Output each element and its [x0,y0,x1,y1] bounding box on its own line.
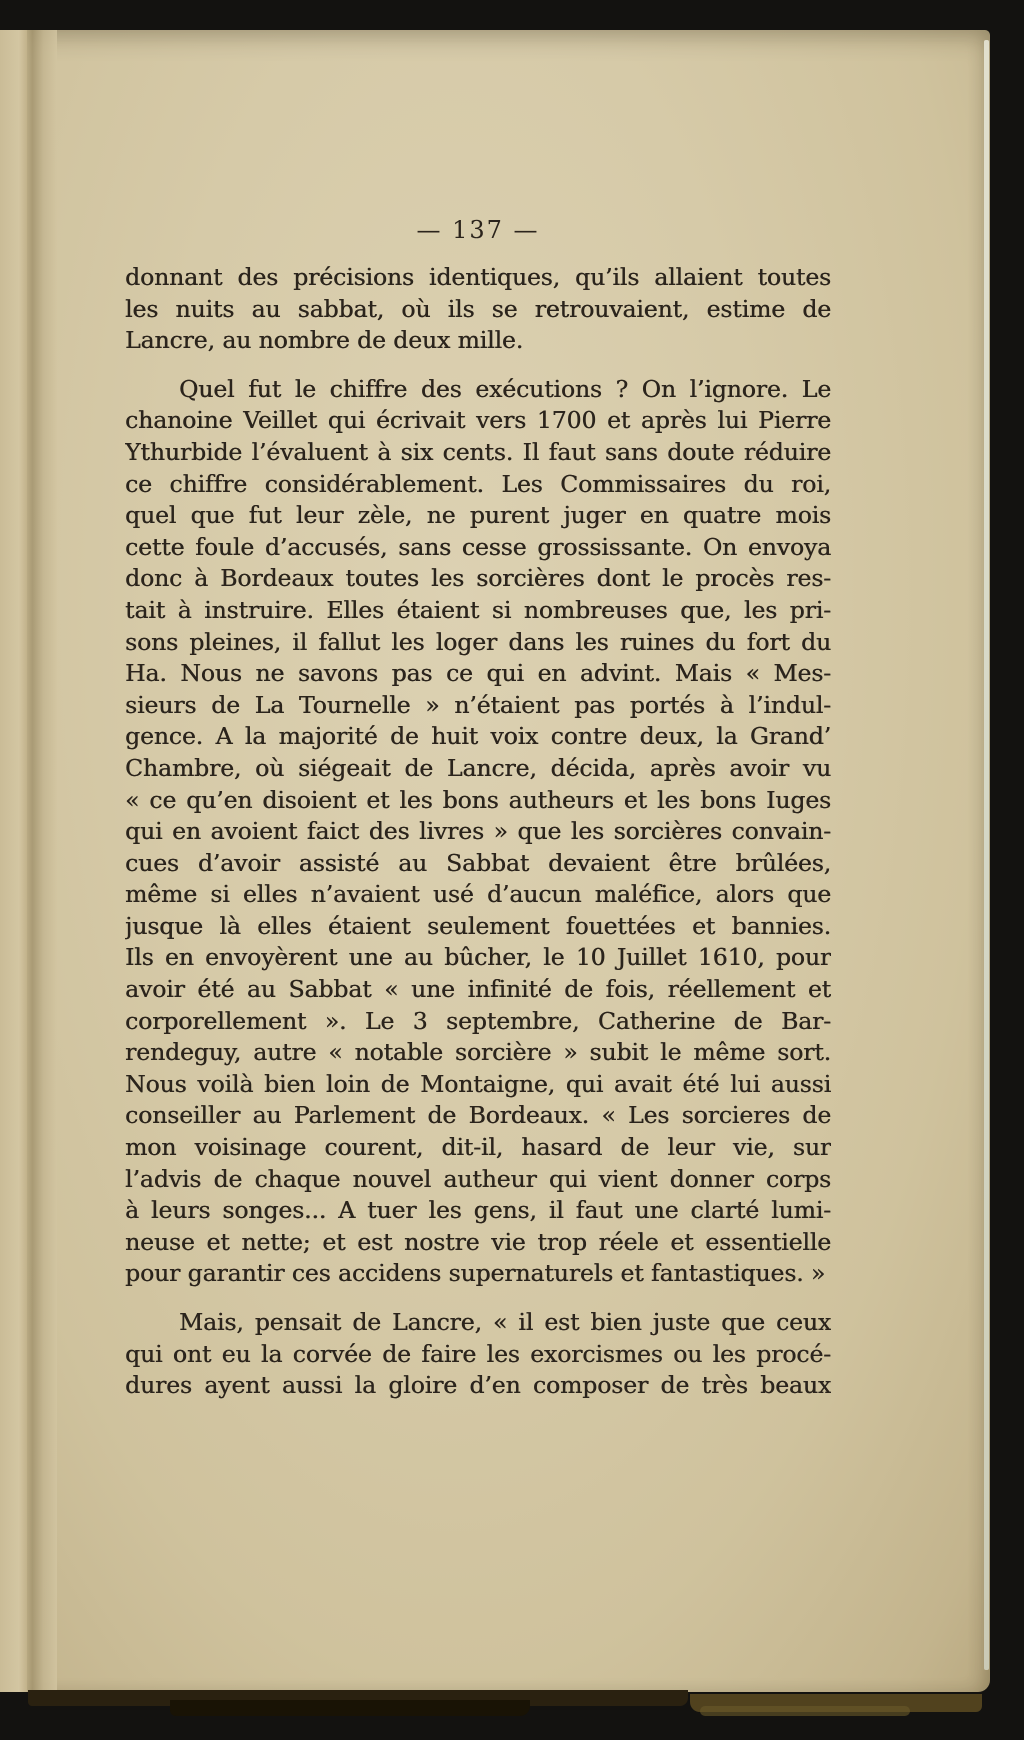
paragraph [125,262,831,357]
text-line: donnant des précisions identiques, qu’ils allaient toutes [125,263,831,291]
text-line: ce chiffre considérablement. Les Commissaires du roi, [125,469,831,498]
text-line: conseiller au Parlement de Bordeaux. « Les sorcieres de [125,1101,831,1130]
text-line: Ils en envoyèrent une au bûcher, le 10 Juillet 1610, pour [125,943,831,972]
page-stack-edge [170,1700,530,1716]
text-line: qui en avoient faict des livres » que les sorcières convain- [125,817,831,846]
gutter-crease [27,30,57,1692]
text-line: Ha. Nous ne savons pas ce qui en advint. Mais « Mes- [125,659,831,688]
text-line: Ythurbide l’évaluent à six cents. Il faut sans doute réduire [125,437,831,466]
text-line: donc à Bordeaux toutes les sorcières dont le procès res- [125,564,831,593]
text-line: à leurs songes... A tuer les gens, il faut une clarté lumi- [125,1196,831,1225]
paragraph [125,374,831,1290]
text-line: jusque là elles étaient seulement fouettées et bannies. [125,911,831,940]
text-line: rendeguy, autre « notable sorcière » subit le même sort. [125,1038,831,1067]
text-line: Mais, pensait de Lancre, « il est bien juste que ceux [179,1308,831,1336]
text-line: sons pleines, il fallut les loger dans les ruines du fort du [125,627,831,656]
previous-page-edge [0,30,27,1692]
page-number: — 137 — [416,216,540,244]
page-stack-edge [700,1706,910,1716]
text-line: tait à instruire. Elles étaient si nombreuses que, les pri- [125,595,831,624]
text-line: Chambre, où siégeait de Lancre, décida, après avoir vu [125,753,831,782]
text-line: gence. A la majorité de huit voix contre deux, la Grand’ [125,722,831,751]
text-line: avoir été au Sabbat « une infinité de fois, réellement et [125,975,831,1004]
text-line: l’advis de chaque nouvel autheur qui vient donner corps [125,1164,831,1193]
text-line: Lancre, au nombre de deux mille. [125,326,524,355]
text-line: neuse et nette; et est nostre vie trop réele et essentielle [125,1227,831,1256]
text-line: les nuits au sabbat, où ils se retrouvaient, estime de [125,294,831,323]
text-line: cette foule d’accusés, sans cesse grossissante. On envoya [125,532,831,561]
text-line: « ce qu’en disoient et les bons autheurs et les bons Iuges [125,785,831,814]
text-line: même si elles n’avaient usé d’aucun maléfice, alors que [125,880,831,909]
paragraph [125,1307,831,1402]
text-line: corporellement ». Le 3 septembre, Catherine de Bar- [125,1006,831,1035]
text-line: quel que fut leur zèle, ne purent juger en quatre mois [125,501,831,530]
text-line: sieurs de La Tournelle » n’étaient pas portés à l’indul- [125,690,831,719]
text-line: qui ont eu la corvée de faire les exorcismes ou les procé- [125,1339,831,1368]
text-line: dures ayent aussi la gloire d’en composer de très beaux [125,1371,831,1400]
text-line: mon voisinage courent, dit-il, hasard de leur vie, sur [125,1133,831,1162]
text-line: Quel fut le chiffre des exécutions ? On l’ignore. Le [179,374,831,403]
text-line: cues d’avoir assisté au Sabbat devaient être brûlées, [125,848,831,877]
text-line: pour garantir ces accidens supernaturels et fantastiques. » [125,1259,826,1288]
page-edge-highlight [984,40,989,1670]
text-line: chanoine Veillet qui écrivait vers 1700 et après lui Pierre [125,406,831,435]
text-block [125,262,831,1402]
text-line: Nous voilà bien loin de Montaigne, qui avait été lui aussi [125,1069,831,1098]
